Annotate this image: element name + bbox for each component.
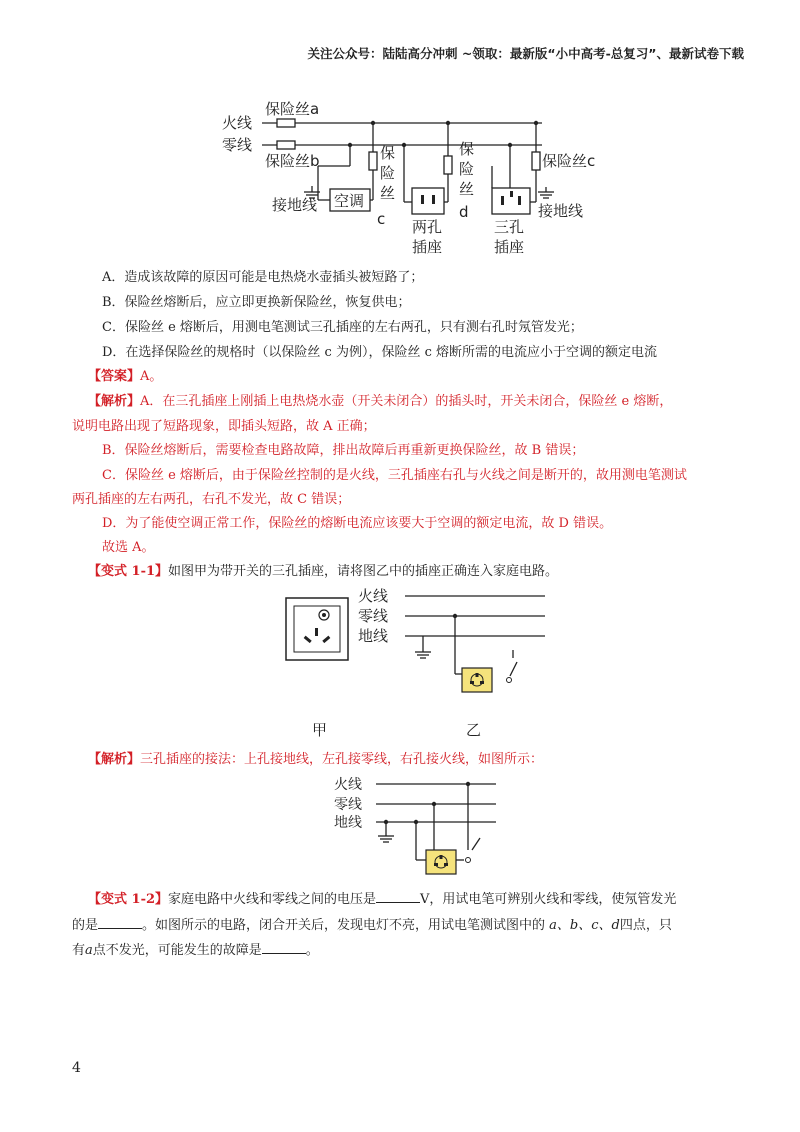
variant-1-2-line3 <box>72 939 319 961</box>
variant-text: 有 <box>72 943 86 958</box>
ac-label: 空调 <box>334 192 365 210</box>
analysis-line: 两孔插座的左右两孔，右孔不发光，故 C 错误； <box>72 492 351 507</box>
variant-text: 四点，只 <box>619 918 672 933</box>
fuse-vertical-label: 丝 <box>380 184 396 202</box>
option-c: C．保险丝 e 熔断后，用测电笔测试三孔插座的左右两孔，只有测右孔时氖管发光； <box>102 320 583 335</box>
fuse-vertical-label: 险 <box>459 160 475 178</box>
variant-1-2 <box>88 888 676 910</box>
ground-wire-label: 地线 <box>358 627 389 645</box>
variant-tag: 【变式 1-1】 <box>88 564 169 579</box>
analysis-text: A．在三孔插座上刚插上电热烧水壶（开关未闭合）的插头时，开关未闭合，保险丝 e 熔断， <box>140 394 673 409</box>
socket-wiring-lines <box>280 582 560 742</box>
variant-text: 。 <box>305 943 319 958</box>
answer-tag: 【答案】 <box>88 369 141 384</box>
page-header: 关注公众号：陆陆高分冲刺 ~领取：最新版“小中高考-总复习”、最新试卷下载 <box>307 46 744 61</box>
three-hole-label: 插座 <box>494 238 525 256</box>
fuse-a-label: 保险丝a <box>265 100 320 118</box>
two-hole-label: 两孔 <box>412 218 443 236</box>
variant-text: V，用试电笔可辨别火线和零线，使氖管发光 <box>420 892 677 907</box>
analysis-line: D．为了能使空调正常工作，保险丝的熔断电流应该要大于空调的额定电流，故 D 错误。 <box>102 516 613 531</box>
option-d: D．在选择保险丝的规格时（以保险丝 c 为例），保险丝 c 熔断所需的电流应小于空调的额定电流 <box>102 345 658 360</box>
variant-text: 。如图所示的电路，闭合开关后，发现电灯不亮，用试电笔测试图中的 <box>142 918 546 933</box>
fire-wire-label: 火线 <box>222 114 253 132</box>
analysis-line: C．保险丝 e 熔断后，由于保险丝控制的是火线，三孔插座右孔与火线之间是断开的，故用测电笔测试 <box>102 468 687 483</box>
fuse-d-label: d <box>459 203 469 221</box>
option-b: B．保险丝熔断后，应立即更换新保险丝，恢复供电； <box>102 295 411 310</box>
analysis-2 <box>88 750 543 770</box>
neutral-wire-label: 零线 <box>222 136 253 154</box>
analysis-line: 说明电路出现了短路现象，即插头短路，故 A 正确； <box>72 419 376 434</box>
option-a: A．造成该故障的原因可能是电热烧水壶插头被短路了； <box>102 270 424 285</box>
test-points: a、b、c、d <box>549 918 620 933</box>
fuse-c-right-label: 保险丝c <box>542 152 596 170</box>
analysis-line: B．保险丝熔断后，需要检查电路故障，排出故障后再重新更换保险丝，故 B 错误； <box>102 443 585 458</box>
two-hole-label: 插座 <box>412 238 443 256</box>
test-point-a: a <box>85 943 93 958</box>
fire-wire-label: 火线 <box>358 587 389 605</box>
variant-text: 的是 <box>72 918 99 933</box>
fuse-vertical-label: 保 <box>380 144 396 162</box>
fuse-b-label: 保险丝b <box>265 152 320 170</box>
answer-blank[interactable] <box>376 888 420 903</box>
figure-b-label: 乙 <box>466 721 482 739</box>
variant-1-1 <box>88 562 558 582</box>
answer-blank[interactable] <box>98 914 142 929</box>
answer <box>88 367 162 387</box>
fuse-vertical-label: 保 <box>459 140 475 158</box>
analysis-text: 三孔插座的接法：上孔接地线，左孔接零线，右孔接火线，如图所示： <box>140 752 544 767</box>
analysis-line: 故选 A。 <box>102 540 155 555</box>
fuse-vertical-label: 丝 <box>459 180 475 198</box>
three-hole-label: 三孔 <box>494 218 525 236</box>
ground-wire-label: 地线 <box>334 815 362 831</box>
variant-1-2-line2 <box>72 914 672 936</box>
neutral-wire-label: 零线 <box>334 797 362 813</box>
fuse-vertical-label: 险 <box>380 164 396 182</box>
variant-tag: 【变式 1-2】 <box>88 892 169 907</box>
answer-text: A。 <box>140 369 163 384</box>
neutral-wire-label: 零线 <box>358 607 389 625</box>
variant-text: 点不发光，可能发生的故障是 <box>92 943 262 958</box>
answer-wiring-figure <box>330 774 510 884</box>
analysis-line <box>88 392 672 412</box>
page-number: 4 <box>72 1060 81 1076</box>
figure-a-label: 甲 <box>312 721 328 739</box>
ground-left-label: 接地线 <box>272 196 318 214</box>
fire-wire-label: 火线 <box>334 777 362 793</box>
fuse-c-label: c <box>377 210 386 228</box>
fuse-circuit-figure <box>220 92 610 262</box>
answer-blank[interactable] <box>262 939 306 954</box>
analysis-tag: 【解析】 <box>88 394 141 409</box>
analysis-tag: 【解析】 <box>88 752 141 767</box>
variant-text: 如图甲为带开关的三孔插座，请将图乙中的插座正确连入家庭电路。 <box>168 564 559 579</box>
variant-text: 家庭电路中火线和零线之间的电压是 <box>168 892 377 907</box>
ground-right-label: 接地线 <box>538 202 584 220</box>
